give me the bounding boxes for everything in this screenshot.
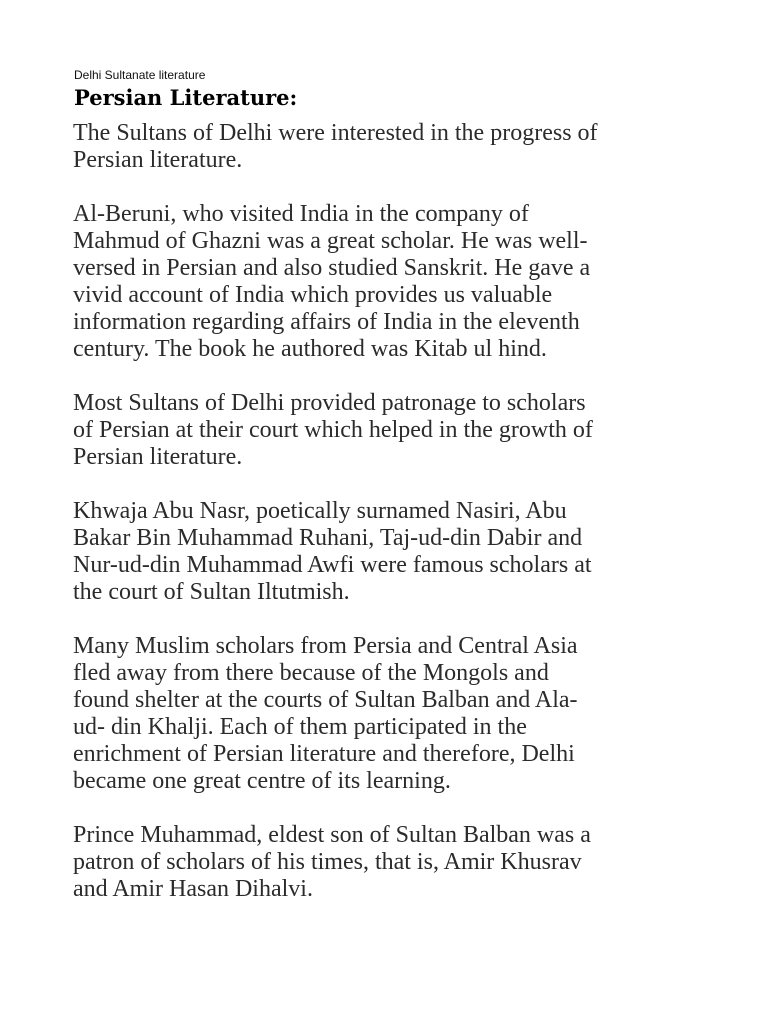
text-line: Many Muslim scholars from Persia and Central Asia: [73, 633, 578, 659]
text-line: Persian literature.: [73, 444, 243, 470]
text-line: patron of scholars of his times, that is, Amir Khusrav: [73, 849, 582, 875]
paragraph-mongol-refugees: [73, 633, 697, 795]
section-heading: Persian Literature:: [74, 85, 298, 110]
text-line: Most Sultans of Delhi provided patronage to scholars: [73, 390, 586, 416]
text-line: fled away from there because of the Mongols and: [73, 660, 549, 686]
text-line: Nur-ud-din Muhammad Awfi were famous scholars at: [73, 552, 592, 578]
text-line: and Amir Hasan Dihalvi.: [73, 876, 313, 902]
text-line: Al-Beruni, who visited India in the company of: [73, 201, 529, 227]
paragraph-patronage: [73, 390, 697, 471]
text-line: Mahmud of Ghazni was a great scholar. He was well-: [73, 228, 588, 254]
paragraph-prince-muhammad: [73, 822, 697, 903]
text-line: century. The book he authored was Kitab ul hind.: [73, 336, 547, 362]
text-line: the court of Sultan Iltutmish.: [73, 579, 350, 605]
text-line: of Persian at their court which helped in the growth of: [73, 417, 593, 443]
text-line: information regarding affairs of India in the eleventh: [73, 309, 580, 335]
text-line: ud- din Khalji. Each of them participated in the: [73, 714, 527, 740]
text-line: Persian literature.: [73, 147, 243, 173]
text-line: The Sultans of Delhi were interested in the progress of: [73, 120, 598, 146]
paragraph-al-beruni: [73, 201, 697, 363]
text-line: Khwaja Abu Nasr, poetically surnamed Nasiri, Abu: [73, 498, 567, 524]
text-line: Prince Muhammad, eldest son of Sultan Balban was a: [73, 822, 591, 848]
text-line: vivid account of India which provides us valuable: [73, 282, 553, 308]
paragraph-intro: [73, 120, 697, 174]
text-line: enrichment of Persian literature and therefore, Delhi: [73, 741, 575, 767]
text-line: Bakar Bin Muhammad Ruhani, Taj-ud-din Dabir and: [73, 525, 583, 551]
document-label: Delhi Sultanate literature: [74, 68, 206, 82]
text-line: found shelter at the courts of Sultan Balban and Ala-: [73, 687, 578, 713]
document-body: [73, 120, 697, 930]
text-line: became one great centre of its learning.: [73, 768, 451, 794]
paragraph-iltutmish-scholars: [73, 498, 697, 606]
text-line: versed in Persian and also studied Sanskrit. He gave a: [73, 255, 591, 281]
